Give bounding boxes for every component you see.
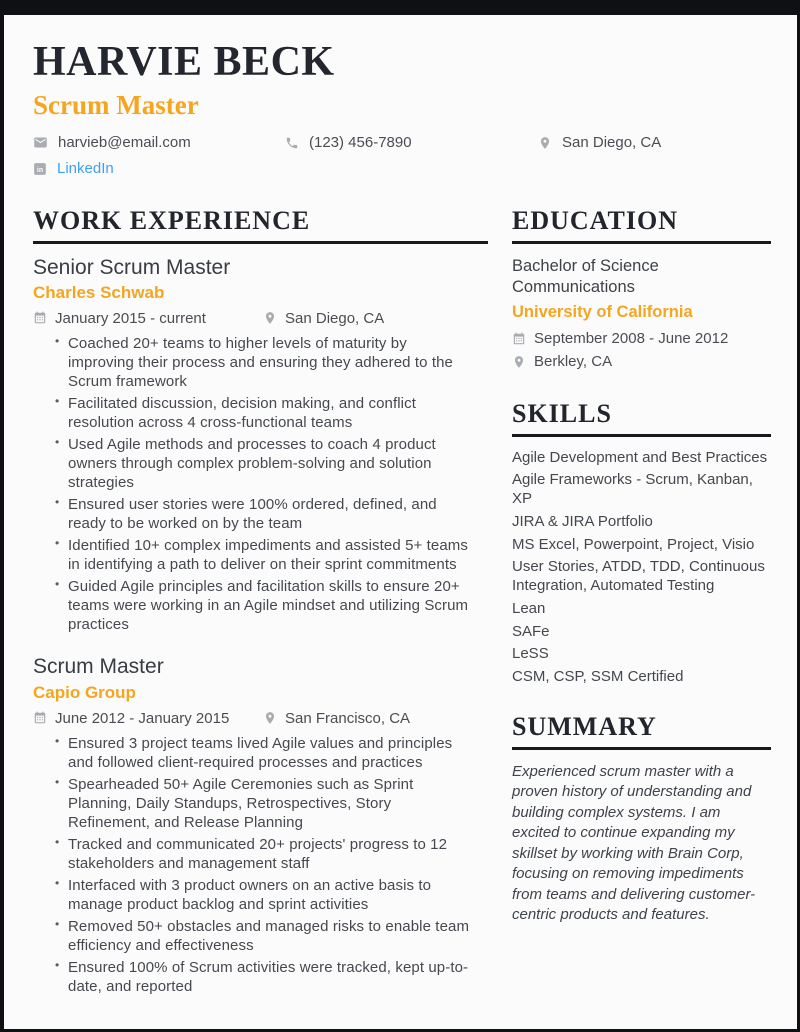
bullet-item: • Ensured 100% of Scrum activities were tracked, kept up-to-date, and reported: [68, 958, 470, 996]
bullet-item: • Ensured user stories were 100% ordered, defined, and ready to be worked on by the team: [68, 495, 470, 533]
education-degree: Bachelor of Science: [512, 256, 659, 275]
job-meta: [33, 710, 488, 727]
job-entry: [33, 655, 488, 996]
phone-icon: [285, 136, 299, 150]
location-icon: [538, 136, 552, 150]
summary-section: [512, 713, 771, 926]
skill-item: Agile Frameworks - Scrum, Kanban, XP: [512, 471, 753, 508]
bullet-item: • Identified 10+ complex impediments and assisted 5+ teams in identifying a path to deliver on their sprint commitments: [68, 536, 470, 574]
location-icon: [512, 355, 526, 369]
skill-item: SAFe: [512, 622, 550, 640]
skill-item: Lean: [512, 599, 546, 617]
bullet-item: • Coached 20+ teams to higher levels of maturity by improving their process and ensuring they adhered to the Scrum framework: [68, 334, 470, 391]
contact-linkedin: [33, 160, 285, 177]
education-location: [512, 353, 771, 370]
candidate-role: Scrum Master: [33, 90, 199, 120]
resume-header: [4, 15, 797, 177]
education-location-text: Berkley, CA: [534, 353, 613, 371]
resume-sidebar: [512, 207, 771, 999]
location-icon: [263, 711, 277, 725]
skills-list: [512, 449, 771, 687]
summary-text: Experienced scrum master with a proven history of understanding and building complex systems. I am excited to continue expanding my skillset by working with Brain Corp, focusing on removing impediments from teams and delivering customer-centric products and features.: [512, 762, 756, 924]
email-text: harvieb@email.com: [58, 134, 191, 151]
job-title: Scrum Master: [33, 655, 164, 679]
calendar-icon: [512, 332, 526, 346]
calendar-icon: [33, 311, 47, 325]
job-dates: [33, 710, 263, 727]
skill-item: User Stories, ATDD, TDD, Continuous Integration, Automated Testing: [512, 558, 765, 595]
resume-body: [4, 207, 797, 999]
job-dates: [33, 310, 263, 327]
bullet-item: • Guided Agile principles and facilitation skills to ensure 20+ teams were working in an Agile mindset and utilizing Scrum practices: [68, 577, 470, 634]
bullet-item: • Tracked and communicated 20+ projects' progress to 12 stakeholders and management staff: [68, 835, 470, 873]
job-bullets: [33, 734, 488, 997]
bullet-item: • Interfaced with 3 product owners on an active basis to manage product backlog and sprint activities: [68, 876, 470, 914]
education-dates-text: September 2008 - June 2012: [534, 330, 729, 348]
skills-section: [512, 400, 771, 687]
location-text: San Diego, CA: [562, 134, 662, 151]
education-heading: EDUCATION: [512, 207, 771, 244]
skill-item: JIRA & JIRA Portfolio: [512, 512, 653, 530]
bullet-item: • Facilitated discussion, decision making, and conflict resolution across 4 cross-functional teams: [68, 394, 470, 432]
bullet-item: • Used Agile methods and processes to coach 4 product owners through complex problem-solving and solution strategies: [68, 435, 470, 492]
job-company: Capio Group: [33, 682, 136, 702]
job-dates-text: June 2012 - January 2015: [55, 709, 230, 727]
skill-item: MS Excel, Powerpoint, Project, Visio: [512, 535, 755, 553]
location-icon: [263, 311, 277, 325]
bullet-item: • Spearheaded 50+ Agile Ceremonies such as Sprint Planning, Daily Standups, Retrospectives, Story Refinement, and Release Planning: [68, 775, 470, 832]
job-bullets: [33, 334, 488, 635]
work-experience-section: [33, 207, 488, 999]
calendar-icon: [33, 711, 47, 725]
job-title: Senior Scrum Master: [33, 255, 231, 279]
summary-heading: SUMMARY: [512, 713, 771, 750]
job-location-text: San Diego, CA: [285, 309, 385, 327]
job-entry: [33, 256, 488, 635]
candidate-name: HARVIE BECK: [33, 39, 335, 85]
phone-text: (123) 456-7890: [309, 134, 412, 151]
bullet-item: • Removed 50+ obstacles and managed risks to enable team efficiency and effectiveness: [68, 917, 470, 955]
contact-bar: [33, 134, 767, 177]
work-experience-heading: WORK EXPERIENCE: [33, 207, 488, 244]
skills-heading: SKILLS: [512, 400, 771, 437]
job-dates-text: January 2015 - current: [55, 309, 206, 327]
linkedin-icon: [33, 162, 47, 176]
education-field: Communications: [512, 278, 635, 297]
skill-item: Agile Development and Best Practices: [512, 448, 768, 466]
contact-phone: [285, 134, 538, 151]
contact-location: [538, 134, 767, 151]
bullet-item: • Ensured 3 project teams lived Agile values and principles and followed client-required processes and practices: [68, 734, 470, 772]
education-section: [512, 207, 771, 370]
job-company: Charles Schwab: [33, 282, 165, 302]
skill-item: CSM, CSP, SSM Certified: [512, 668, 684, 686]
education-dates: [512, 330, 771, 347]
contact-email: [33, 134, 285, 151]
email-icon: [33, 135, 48, 150]
job-meta: [33, 310, 488, 327]
skill-item: LeSS: [512, 645, 549, 663]
education-school: University of California: [512, 303, 693, 322]
job-location-text: San Francisco, CA: [285, 709, 411, 727]
linkedin-link[interactable]: LinkedIn: [57, 160, 114, 177]
job-location: [263, 710, 410, 727]
job-location: [263, 310, 384, 327]
